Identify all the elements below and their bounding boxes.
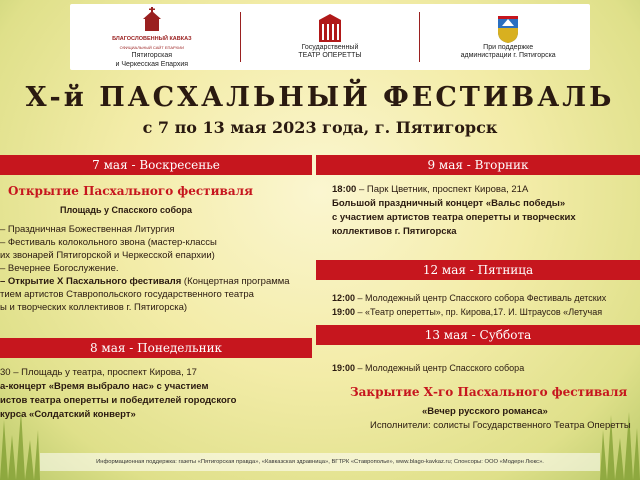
may9-time: 18:00	[332, 184, 357, 195]
eparchy-logo	[77, 5, 227, 69]
may12-time: 12:00	[332, 293, 356, 303]
may12-line	[332, 292, 606, 305]
grass-decoration-right	[600, 400, 640, 480]
city-coat-of-arms-icon	[496, 14, 520, 44]
festival-dates: с 7 по 13 мая 2023 года, г. Пятигорск	[142, 118, 498, 137]
theater-name-line2: ТЕАТР ОПЕРЕТТЫ	[298, 52, 362, 59]
day-banner-may8: 8 мая - Понедельник	[0, 338, 312, 358]
may9-line: с участием артистов театра оперетты и творческих	[332, 212, 576, 223]
may12-event: – «Театр оперетты», пр. Кирова,17. И. Штраусов «Летучая	[355, 307, 603, 317]
closing-performers: Исполнители: солисты Государственного Театра Оперетты	[370, 420, 631, 431]
may7-opening-bold: – Открытие Х Пасхального фестиваля	[0, 276, 182, 287]
logo-divider	[240, 12, 241, 62]
logo-bar	[70, 4, 590, 70]
may7-opening-rest: (Концертная программа	[181, 276, 290, 287]
may9-venue: – Парк Цветник, проспект Кирова, 21А	[356, 184, 529, 195]
may8-line: а-концерт «Время выбрало нас» с участием	[0, 381, 209, 392]
footer-info: Информационная поддержка: газеты «Пятигорская правда», «Кавказская здравница», ВГТРК «Ставрополье», www.blago-kavkaz.ru; Спонсоры: ООО «Модерн Люкс».	[40, 453, 600, 471]
may7-opening-line	[0, 276, 290, 289]
eparchy-name-line1: Пятигорская	[131, 52, 173, 59]
may8-line: курса «Солдатский конверт»	[0, 409, 136, 420]
theater-building-icon	[318, 14, 342, 44]
theater-logo	[255, 14, 405, 61]
may13-event: – Молодежный центр Спасского собора	[355, 363, 525, 373]
day-banner-may7: 7 мая - Воскресенье	[0, 155, 312, 175]
closing-evening-title: «Вечер русского романса»	[422, 406, 548, 417]
eparchy-name-line2: и Черкесская Епархия	[115, 60, 189, 68]
administration-logo	[433, 14, 583, 61]
logo-divider	[419, 12, 420, 62]
may12-time: 19:00	[332, 307, 356, 317]
day-banner-may13: 13 мая - Суббота	[316, 325, 640, 345]
day-banner-may12: 12 мая - Пятница	[316, 260, 640, 280]
may9-venue-line	[332, 184, 528, 197]
may8-line: 30 – Площадь у театра, проспект Кирова, 17	[0, 367, 197, 378]
may12-event: – Молодежный центр Спасского собора Фестиваль детских	[355, 293, 607, 303]
festival-title: Х-й ПАСХАЛЬНЫЙ ФЕСТИВАЛЬ	[25, 82, 615, 113]
may9-line: коллективов г. Пятигорска	[332, 226, 457, 237]
may7-line: – Вечернее Богослужение.	[0, 263, 119, 274]
eparchy-logo-top-line: БЛАГОСЛОВЕННЫЙ КАВКАЗ	[112, 36, 192, 42]
day-banner-may9: 9 мая - Вторник	[316, 155, 640, 175]
may13-time: 19:00	[332, 363, 356, 373]
administration-line1: При поддержке	[483, 43, 534, 51]
administration-line2: администрации г. Пятигорска	[460, 52, 556, 59]
eparchy-logo-small-line: ОФИЦИАЛЬНЫЙ САЙТ ЕПАРХИИ	[119, 44, 184, 50]
theater-name-line1: Государственный	[301, 43, 359, 51]
may7-line: их звонарей Пятигорской и Черкесской епархии)	[0, 250, 215, 261]
may7-line: ы и творческих коллективов г. Пятигорска)	[0, 302, 188, 313]
may9-line: Большой праздничный концерт «Вальс победы»	[332, 198, 566, 209]
opening-place: Площадь у Спасского собора	[60, 205, 193, 215]
may7-line: – Праздничная Божественная Литургия	[0, 224, 175, 235]
may7-line: тием артистов Ставропольского государственного театра	[0, 289, 254, 300]
opening-heading: Открытие Пасхального фестиваля	[8, 184, 253, 198]
may13-line	[332, 362, 524, 375]
may12-line	[332, 306, 602, 319]
may7-line: – Фестиваль колокольного звона (мастер-классы	[0, 237, 217, 248]
church-icon	[137, 7, 167, 33]
closing-heading: Закрытие Х-го Пасхального фестиваля	[350, 385, 628, 399]
may8-line: истов театра оперетты и победителей городского	[0, 395, 237, 406]
